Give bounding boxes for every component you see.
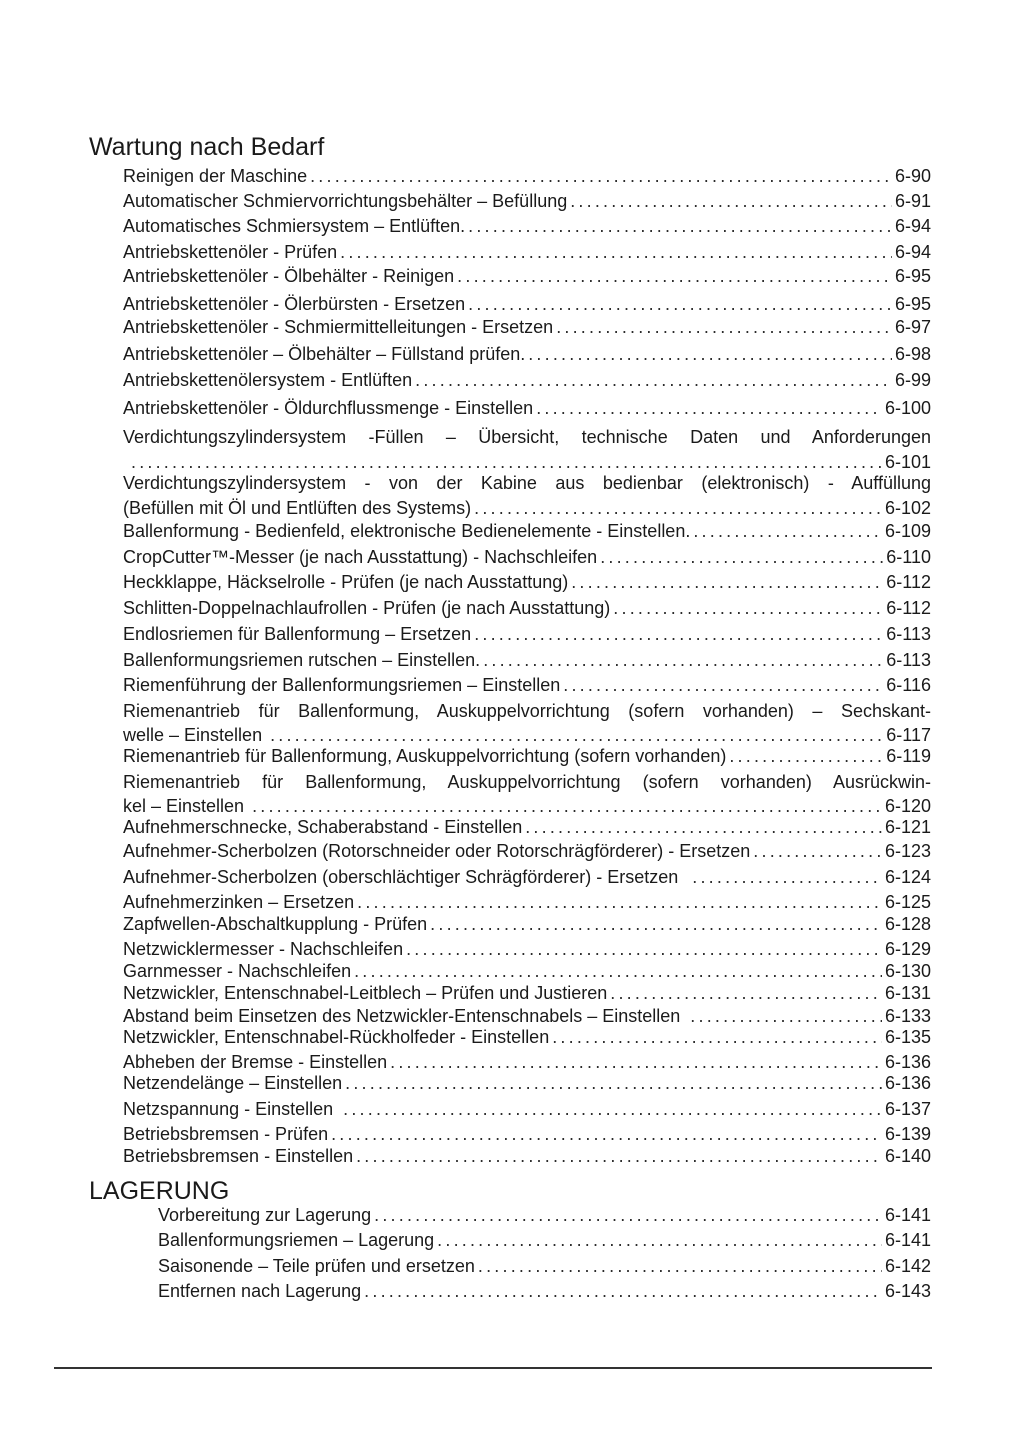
toc-entry[interactable]: [158, 1256, 931, 1276]
toc-entry-page: 6-120: [884, 796, 931, 816]
toc-entry-text-continued: welle – Einstellen: [123, 725, 263, 745]
dot-leader: [478, 1256, 882, 1276]
toc-entry-page: 6-99: [894, 370, 931, 390]
toc-entry[interactable]: [123, 817, 931, 837]
toc-entry[interactable]: [123, 1006, 931, 1026]
dot-leader: [406, 939, 882, 959]
toc-entry-text: Aufnehmerzinken – Ersetzen: [123, 892, 355, 912]
dot-leader: [374, 1205, 882, 1225]
dot-leader: [270, 725, 883, 745]
dot-leader: [356, 1146, 882, 1166]
toc-entry-text: Netzwicklermesser - Nachschleifen: [123, 939, 404, 959]
toc-entry-page: 6-112: [886, 572, 931, 592]
toc-entry[interactable]: [123, 841, 931, 861]
toc-entry[interactable]: [123, 242, 931, 262]
toc-entry-page: 6-133: [884, 1006, 931, 1026]
toc-entry[interactable]: [123, 914, 931, 934]
toc-entry-page: 6-90: [894, 166, 931, 186]
toc-entry-text: Netzendelänge – Einstellen: [123, 1073, 343, 1093]
dot-leader: [474, 624, 883, 644]
toc-entry-text: Garnmesser - Nachschleifen: [123, 961, 352, 981]
toc-entry-page: 6-135: [884, 1027, 931, 1047]
dot-leader: [340, 242, 892, 262]
toc-entry-page: 6-123: [884, 841, 931, 861]
toc-entry-page: 6-117: [886, 725, 931, 745]
toc-entry-text: Netzwickler, Entenschnabel-Leitblech – Prüfen und Justieren: [123, 983, 608, 1003]
footer-divider: [54, 1367, 932, 1369]
toc-entry-page: 6-94: [894, 216, 931, 236]
toc-entry-page: 6-141: [884, 1230, 931, 1250]
toc-entry-text: Riemenführung der Ballenformungsriemen – Einstellen: [123, 675, 561, 695]
dot-leader: [528, 344, 892, 364]
dot-leader: [610, 983, 882, 1003]
toc-entry[interactable]: [123, 547, 931, 567]
toc-entry[interactable]: [123, 892, 931, 912]
toc-entry-page: 6-125: [884, 892, 931, 912]
toc-entry-text: Ballenformungsriemen rutschen – Einstellen.: [123, 650, 481, 670]
toc-entry-page: 6-113: [886, 624, 931, 644]
section-title-wartung: Wartung nach Bedarf: [89, 133, 325, 161]
toc-entry-page: 6-94: [894, 242, 931, 262]
toc-entry-page: 6-139: [884, 1124, 931, 1144]
toc-entry-page: 6-129: [884, 939, 931, 959]
toc-entry-text: Verdichtungszylindersystem -Füllen – Übersicht, technische Daten und Anforderungen: [123, 427, 931, 447]
toc-entry-text: Abheben der Bremse - Einstellen: [123, 1052, 388, 1072]
dot-leader: [430, 914, 882, 934]
dot-leader: [552, 1027, 882, 1047]
toc-entry-page: 6-112: [886, 598, 931, 618]
toc-entry-text: Verdichtungszylindersystem - von der Kabine aus bedienbar (elektronisch) - Auffüllung: [123, 473, 931, 493]
dot-leader: [357, 892, 882, 912]
toc-entry-page: 6-121: [884, 817, 931, 837]
toc-entry[interactable]: [123, 317, 931, 337]
toc-entry[interactable]: [123, 1124, 931, 1144]
toc-entry-page: 6-131: [884, 983, 931, 1003]
dot-leader: [563, 675, 883, 695]
toc-entry-page: 6-141: [884, 1205, 931, 1225]
toc-entry-text: Automatisches Schmiersystem – Entlüften.: [123, 216, 466, 236]
dot-leader: [729, 746, 883, 766]
dot-leader: [690, 1006, 882, 1026]
toc-entry[interactable]: [123, 166, 931, 186]
toc-entry-page: 6-109: [884, 521, 931, 541]
toc-entry-page: 6-116: [886, 675, 931, 695]
toc-entry-text: Antriebskettenölersystem - Entlüften: [123, 370, 413, 390]
toc-entry-text: Betriebsbremsen - Einstellen: [123, 1146, 354, 1166]
toc-entry[interactable]: [123, 191, 931, 211]
toc-entry-page: 6-136: [884, 1052, 931, 1072]
dot-leader: [536, 398, 882, 418]
toc-entry[interactable]: [123, 294, 931, 314]
toc-entry[interactable]: [123, 771, 931, 816]
dot-leader: [525, 817, 882, 837]
toc-entry-page: 6-119: [886, 746, 931, 766]
toc-entry[interactable]: [123, 521, 931, 541]
toc-entry[interactable]: [123, 572, 931, 592]
dot-leader: [457, 266, 892, 286]
toc-entry[interactable]: [123, 1052, 931, 1072]
toc-entry-text: Ballenformung - Bedienfeld, elektronische Bedienelemente - Einstellen.: [123, 521, 691, 541]
toc-entry-text-continued: (Befüllen mit Öl und Entlüften des Systems): [123, 498, 472, 518]
toc-entry-page: 6-143: [884, 1281, 931, 1301]
toc-entry-text: Ballenformungsriemen – Lagerung: [158, 1230, 435, 1250]
dot-leader: [331, 1124, 882, 1144]
dot-leader: [390, 1052, 882, 1072]
toc-entry[interactable]: [123, 624, 931, 644]
toc-entry[interactable]: [123, 746, 931, 766]
dot-leader: [693, 521, 882, 541]
dot-leader: [571, 572, 883, 592]
toc-entry-text: Netzwickler, Entenschnabel-Rückholfeder - Einstellen: [123, 1027, 550, 1047]
toc-entry-page: 6-95: [894, 294, 931, 314]
toc-entry-text: Schlitten-Doppelnachlaufrollen - Prüfen (je nach Ausstattung): [123, 598, 611, 618]
toc-entry-text: Vorbereitung zur Lagerung: [158, 1205, 372, 1225]
toc-entry[interactable]: [123, 598, 931, 618]
toc-entry-page: 6-130: [884, 961, 931, 981]
toc-entry[interactable]: [123, 266, 931, 286]
toc-entry-text-continued: kel – Einstellen: [123, 796, 245, 816]
toc-entry-page: 6-91: [894, 191, 931, 211]
dot-leader: [252, 796, 882, 816]
toc-entry-page: 6-137: [884, 1099, 931, 1119]
toc-entry[interactable]: [123, 472, 931, 518]
toc-entry-page: 6-95: [894, 266, 931, 286]
toc-entry-text: CropCutter™-Messer (je nach Ausstattung) - Nachschleifen: [123, 547, 598, 567]
toc-entry[interactable]: [123, 961, 931, 981]
toc-entry[interactable]: [123, 867, 931, 887]
toc-entry[interactable]: [123, 700, 931, 745]
dot-leader: [437, 1230, 882, 1250]
toc-entry-text: Betriebsbremsen - Prüfen: [123, 1124, 329, 1144]
dot-leader: [600, 547, 883, 567]
toc-entry-text: Entfernen nach Lagerung: [158, 1281, 362, 1301]
dot-leader: [343, 1099, 882, 1119]
toc-entry[interactable]: [123, 344, 931, 364]
dot-leader: [345, 1073, 882, 1093]
dot-leader: [474, 498, 882, 518]
toc-entry-text: Zapfwellen-Abschaltkupplung - Prüfen: [123, 914, 428, 934]
dot-leader: [415, 370, 892, 390]
toc-entry-text: Antriebskettenöler – Ölbehälter – Füllstand prüfen.: [123, 344, 526, 364]
toc-entry[interactable]: [123, 370, 931, 390]
toc-entry-text: Antriebskettenöler - Prüfen: [123, 242, 338, 262]
toc-entry-text: Aufnehmer-Scherbolzen (oberschlächtiger Schrägförderer) - Ersetzen: [123, 867, 679, 887]
toc-entry-text: Reinigen der Maschine: [123, 166, 308, 186]
toc-entry-text: Aufnehmer-Scherbolzen (Rotorschneider oder Rotorschrägförderer) - Ersetzen: [123, 841, 751, 861]
dot-leader: [556, 317, 892, 337]
toc-entry-text: Endlosriemen für Ballenformung – Ersetzen: [123, 624, 472, 644]
dot-leader: [310, 166, 892, 186]
toc-entry-text: Antriebskettenöler - Schmiermittelleitungen - Ersetzen: [123, 317, 554, 337]
toc-entry[interactable]: [123, 939, 931, 959]
dot-leader: [483, 650, 883, 670]
toc-entry[interactable]: [123, 1027, 931, 1047]
toc-entry-text: Automatischer Schmiervorrichtungsbehälter – Befüllung: [123, 191, 568, 211]
toc-entry[interactable]: [123, 983, 931, 1003]
dot-leader: [613, 598, 883, 618]
toc-entry-page: 6-100: [884, 398, 931, 418]
section-title-lagerung: LAGERUNG: [89, 1177, 230, 1205]
dot-leader: [364, 1281, 882, 1301]
toc-entry-page: 6-110: [886, 547, 931, 567]
toc-entry-text: Riemenantrieb für Ballenformung, Auskuppelvorrichtung (sofern vorhanden): [123, 746, 727, 766]
toc-entry-text: Aufnehmerschnecke, Schaberabstand - Einstellen: [123, 817, 523, 837]
toc-entry-page: 6-98: [894, 344, 931, 364]
toc-entry-page: 6-142: [884, 1256, 931, 1276]
toc-entry-page: 6-102: [884, 498, 931, 518]
toc-entry[interactable]: [123, 675, 931, 695]
toc-entry-page: 6-113: [886, 650, 931, 670]
toc-entry[interactable]: [158, 1205, 931, 1225]
toc-entry-page: 6-140: [884, 1146, 931, 1166]
dot-leader: [468, 294, 892, 314]
toc-entry-text: Netzspannung - Einstellen: [123, 1099, 334, 1119]
dot-leader: [570, 191, 892, 211]
toc-entry[interactable]: [158, 1230, 931, 1250]
toc-entry-text: Riemenantrieb für Ballenformung, Auskuppelvorrichtung (sofern vorhanden) Ausrückwin-: [123, 772, 931, 792]
toc-entry-page: 6-97: [894, 317, 931, 337]
toc-entry-page: 6-128: [884, 914, 931, 934]
toc-entry[interactable]: [123, 398, 931, 418]
toc-entry-text: Antriebskettenöler - Ölbehälter - Reinigen: [123, 266, 455, 286]
toc-entry-text: Riemenantrieb für Ballenformung, Auskuppelvorrichtung (sofern vorhanden) – Sechskant-: [123, 701, 931, 721]
toc-entry[interactable]: [123, 1099, 931, 1119]
toc-entry-page: 6-136: [884, 1073, 931, 1093]
toc-entry-text: Saisonende – Teile prüfen und ersetzen: [158, 1256, 475, 1276]
toc-entry-page: 6-101: [884, 452, 931, 472]
dot-leader: [354, 961, 882, 981]
toc-entry[interactable]: [123, 1073, 931, 1093]
toc-entry[interactable]: [158, 1281, 931, 1301]
toc-entry-text: Antriebskettenöler - Öldurchflussmenge - Einstellen: [123, 398, 534, 418]
toc-entry[interactable]: [123, 1146, 931, 1166]
toc-entry[interactable]: [123, 650, 931, 670]
dot-leader: [692, 867, 882, 887]
toc-entry[interactable]: [123, 216, 931, 236]
toc-entry-text: Heckklappe, Häckselrolle - Prüfen (je nach Ausstattung): [123, 572, 569, 592]
dot-leader: [468, 216, 892, 236]
dot-leader: [753, 841, 882, 861]
toc-entry[interactable]: [123, 426, 931, 472]
dot-leader: [131, 452, 882, 472]
toc-entry-page: 6-124: [884, 867, 931, 887]
toc-entry-text: Antriebskettenöler - Ölerbürsten - Ersetzen: [123, 294, 466, 314]
toc-entry-text: Abstand beim Einsetzen des Netzwickler-Entenschnabels – Einstellen: [123, 1006, 681, 1026]
